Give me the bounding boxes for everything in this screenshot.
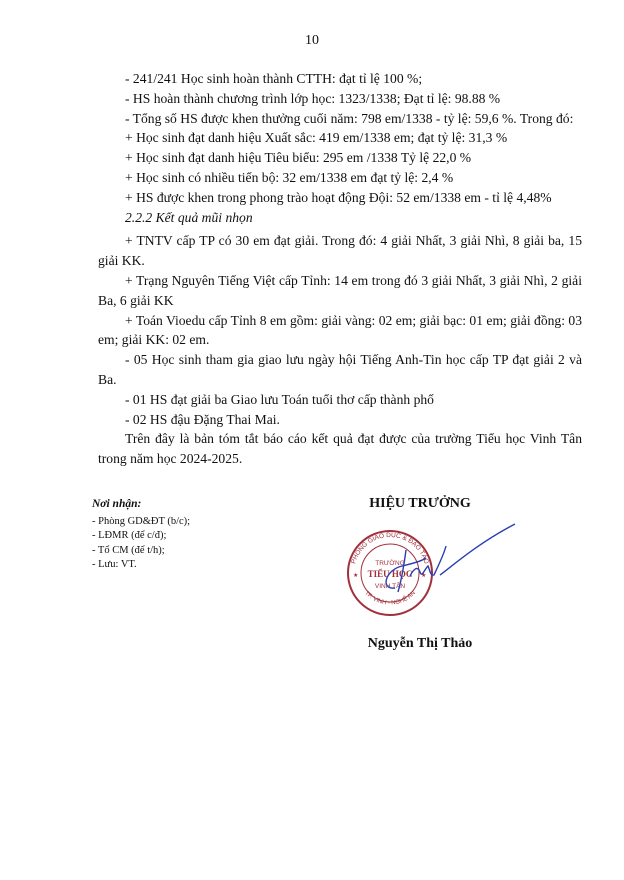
svg-text:PHÒNG GIÁO DỤC & ĐÀO TẠO: PHÒNG GIÁO DỤC & ĐÀO TẠO (350, 531, 430, 565)
svg-text:★: ★ (421, 573, 427, 579)
paragraph: + HS được khen trong phong trào hoạt động Đội: 52 em/1338 em - tỉ lệ 4,48% (125, 189, 552, 205)
section-heading: 2.2.2 Kết quả mũi nhọn (125, 209, 253, 225)
signer-title: HIỆU TRƯỞNG (369, 496, 471, 511)
result-item: + Toán Vioedu cấp Tỉnh 8 em gồm: giải vàng: 02 em; giải bạc: 01 em; giải đồng: 03 em; giải KK: 02 em. (98, 312, 582, 348)
result-item: + Trạng Nguyên Tiếng Việt cấp Tỉnh: 14 em trong đó 3 giải Nhất, 3 giải Nhì, 2 giải Ba, 6 giải KK (98, 272, 582, 308)
svg-text:TP. VINH - NGHỆ AN: TP. VINH - NGHỆ AN (363, 590, 417, 607)
paragraph: + Học sinh đạt danh hiệu Tiêu biểu: 295 em /1338 Tỷ lệ 22,0 % (125, 150, 472, 166)
signer-name: Nguyễn Thị Thảo (367, 636, 473, 651)
svg-text:★: ★ (353, 573, 359, 579)
result-item: + TNTV cấp TP có 30 em đạt giải. Trong đó: 4 giải Nhất, 3 giải Nhì, 8 giải ba, 15 giải KK. (98, 233, 582, 269)
svg-text:TRƯỜNG: TRƯỜNG (375, 560, 405, 567)
result-item: - 02 HS đậu Đặng Thai Mai. (125, 411, 280, 427)
recipient-item: - Lưu: VT. (92, 559, 137, 570)
svg-text:TIỂU HỌC: TIỂU HỌC (367, 569, 413, 579)
closing-paragraph: Trên đây là bản tóm tắt báo cáo kết quả đạt được của trường Tiểu học Vinh Tân trong năm học 2024-2025. (98, 431, 582, 467)
recipient-item: - Tổ CM (để t/h); (92, 544, 165, 556)
recipients-block (92, 497, 190, 573)
recipient-item: - Phòng GD&ĐT (b/c); (92, 515, 191, 527)
recipient-item: - LĐMR (để c/đ); (92, 530, 167, 541)
paragraph: - 241/241 Học sinh hoàn thành CTTH: đạt tỉ lệ 100 %; (125, 71, 423, 86)
document-body (98, 69, 582, 469)
official-stamp-and-signature (340, 520, 530, 630)
paragraph: - Tổng số HS được khen thưởng cuối năm: 798 em/1338 - tỷ lệ: 59,6 %. Trong đó: (125, 110, 574, 126)
svg-text:VINH TÂN: VINH TÂN (374, 583, 406, 590)
page-number: 10 (305, 33, 319, 48)
paragraph: - HS hoàn thành chương trình lớp học: 1323/1338; Đạt tỉ lệ: 98.88 % (125, 90, 501, 106)
paragraph: + Học sinh đạt danh hiệu Xuất sắc: 419 em/1338 em; đạt tỷ lệ: 31,3 % (125, 130, 508, 146)
result-item: - 01 HS đạt giải ba Giao lưu Toán tuổi thơ cấp thành phố (125, 391, 434, 407)
result-item: - 05 Học sinh tham gia giao lưu ngày hội Tiếng Anh-Tin học cấp TP đạt giải 2 và Ba. (98, 352, 582, 387)
paragraph: + Học sinh có nhiều tiến bộ: 32 em/1338 em đạt tỷ lệ: 2,4 % (125, 169, 454, 185)
recipients-heading: Nơi nhận: (92, 498, 142, 510)
